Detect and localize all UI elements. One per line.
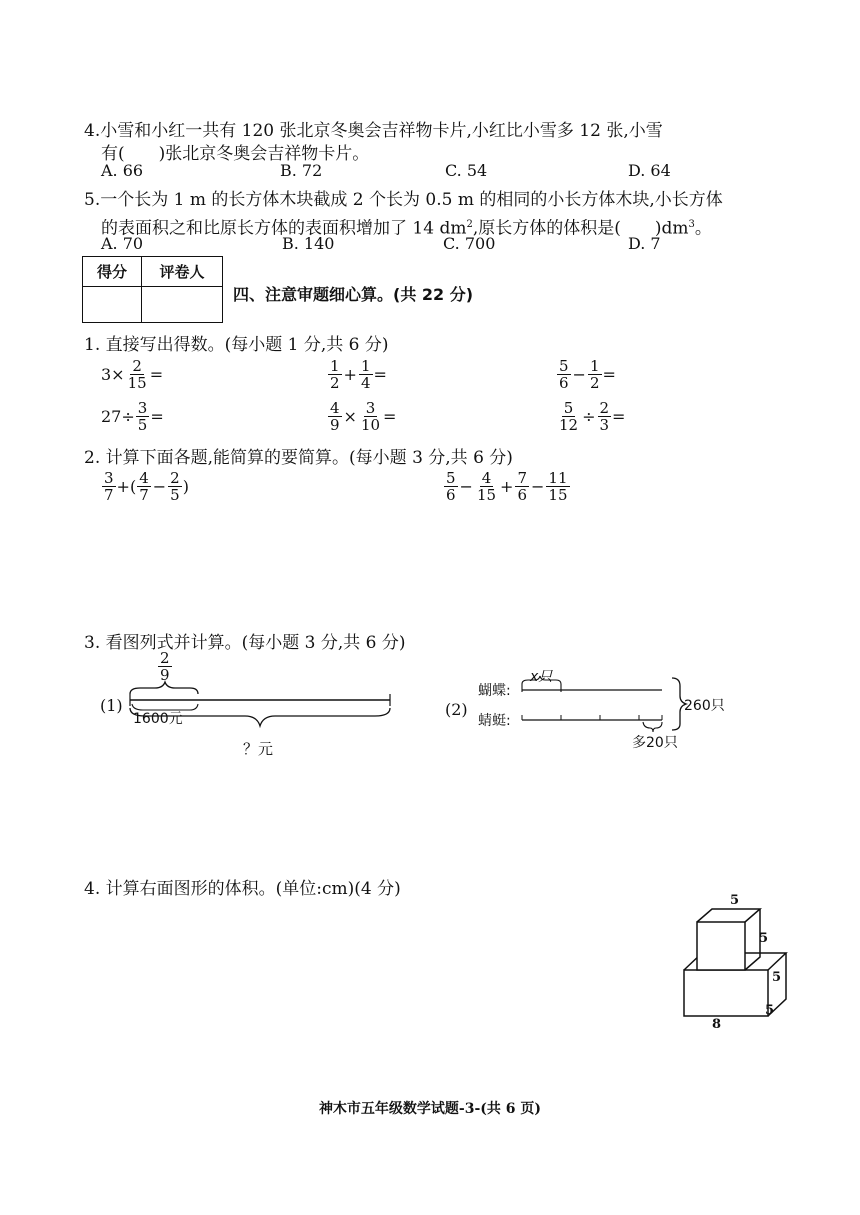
operator: ÷	[582, 407, 596, 426]
fig2-x-label: x只	[530, 669, 553, 685]
equals: =	[383, 407, 397, 426]
denominator: 15	[548, 486, 568, 504]
fraction	[515, 470, 529, 503]
dim-bottom-height: 5	[772, 970, 782, 985]
fig2-butterfly-label: 蝴蝶:	[478, 683, 511, 699]
expr-3	[556, 358, 616, 391]
numerator: 2	[170, 469, 180, 487]
expr-6	[556, 400, 625, 433]
q4-option-a: A. 66	[101, 161, 144, 180]
denominator: 3	[599, 416, 610, 434]
numerator: 4	[330, 399, 340, 417]
q5-line2-part-c: 。	[694, 218, 712, 239]
fig2-more-label: 多20只	[632, 735, 678, 751]
part2-expr-2	[443, 470, 571, 503]
fraction	[359, 400, 382, 433]
fraction	[475, 470, 498, 503]
numerator: 3	[365, 399, 376, 417]
denominator: 7	[104, 486, 114, 504]
dim-top-height: 5	[759, 931, 769, 946]
q5-option-c: C. 700	[443, 234, 496, 253]
fraction	[328, 358, 342, 391]
fraction	[328, 400, 342, 433]
denominator: 2	[330, 374, 340, 392]
fraction	[598, 400, 612, 433]
operator: −	[152, 477, 167, 496]
numerator: 11	[548, 469, 568, 487]
denominator: 10	[360, 416, 381, 434]
expr-2	[327, 358, 387, 391]
denominator: 9	[330, 416, 340, 434]
q5-option-d: D. 7	[628, 234, 661, 253]
q4-option-d: D. 64	[628, 161, 671, 180]
q5-option-b: B. 140	[282, 234, 335, 253]
q4-line2: 有( )张北京冬奥会吉祥物卡片。	[101, 144, 370, 164]
expr-1-prefix: 3×	[101, 365, 125, 384]
equals: =	[373, 365, 387, 384]
score-header: 得分	[83, 257, 142, 287]
expr-4-prefix: 27÷	[101, 407, 135, 426]
equals: =	[149, 365, 164, 384]
numerator: 2	[132, 357, 142, 375]
score-cell[interactable]	[83, 287, 142, 323]
operator: +	[343, 365, 357, 384]
numerator: 2	[160, 649, 170, 667]
operator: ×	[343, 407, 357, 426]
score-table	[82, 256, 223, 323]
q4-option-b: B. 72	[280, 161, 323, 180]
close-paren: )	[182, 477, 189, 496]
operator: −	[531, 477, 545, 496]
fraction	[546, 470, 569, 503]
denominator: 9	[160, 666, 170, 684]
fraction	[136, 400, 150, 433]
numerator: 7	[517, 469, 527, 487]
q5-line1: 5.一个长为 1 m 的长方体木块截成 2 个长为 0.5 m 的相同的小长方体木块,小长方体	[84, 190, 723, 210]
expr-5	[327, 400, 396, 433]
q5-option-a: A. 70	[101, 234, 144, 253]
numerator: 1	[360, 357, 371, 375]
denominator: 5	[170, 486, 180, 504]
fraction	[444, 470, 458, 503]
denominator: 5	[137, 416, 148, 434]
numerator: 1	[589, 357, 600, 375]
part4-title: 4. 计算右面图形的体积。(单位:cm)(4 分)	[84, 879, 401, 899]
numerator: 1	[330, 357, 340, 375]
q5-line2-part-a: 的表面积之和比原长方体的表面积增加了 14 dm	[101, 218, 467, 239]
operator: −	[459, 477, 473, 496]
equals: =	[602, 365, 616, 384]
superscript-2: 2	[466, 219, 473, 230]
denominator: 6	[446, 486, 456, 504]
denominator: 6	[559, 374, 569, 392]
operator: +(	[116, 477, 137, 496]
dim-top-width: 5	[730, 893, 740, 908]
part3-title: 3. 看图列式并计算。(每小题 3 分,共 6 分)	[84, 633, 406, 653]
fraction	[168, 470, 182, 503]
grader-header: 评卷人	[142, 257, 223, 287]
numerator: 5	[559, 357, 569, 375]
expr-1	[101, 358, 163, 391]
fig1-part-label: 1600元	[133, 711, 183, 727]
part2-expr-1	[101, 470, 189, 503]
numerator: 3	[104, 469, 114, 487]
denominator: 4	[360, 374, 371, 392]
cuboid-drawing	[670, 895, 800, 1040]
fig2-label: (2)	[445, 700, 468, 719]
grader-cell[interactable]	[142, 287, 223, 323]
dim-bottom-width: 8	[712, 1017, 722, 1032]
operator: −	[572, 365, 586, 384]
denominator: 15	[127, 374, 147, 392]
fraction	[102, 470, 116, 503]
q5-line2	[101, 214, 712, 240]
superscript-3: 3	[688, 219, 695, 230]
fraction	[126, 358, 149, 391]
q5-line2-part-b: ,原长方体的体积是( )dm	[472, 218, 689, 239]
solid-figure	[670, 895, 800, 1040]
q4-option-c: C. 54	[445, 161, 488, 180]
section-4-title: 四、注意审题细心算。(共 22 分)	[233, 285, 474, 304]
numerator: 5	[446, 469, 456, 487]
fig2-total-label: 260只	[684, 698, 725, 714]
denominator: 6	[517, 486, 527, 504]
denominator: 2	[589, 374, 600, 392]
numerator: 4	[139, 469, 149, 487]
equals: =	[150, 407, 164, 426]
fraction	[557, 358, 571, 391]
fraction	[557, 400, 580, 433]
fig1-total-label: ？元	[243, 740, 274, 758]
q4-line1: 4.小雪和小红一共有 120 张北京冬奥会吉祥物卡片,小红比小雪多 12 张,小雪	[84, 121, 663, 141]
part2-title: 2. 计算下面各题,能简算的要简算。(每小题 3 分,共 6 分)	[84, 448, 513, 468]
fraction	[137, 470, 151, 503]
fraction	[588, 358, 602, 391]
part1-title: 1. 直接写出得数。(每小题 1 分,共 6 分)	[84, 335, 389, 355]
numerator: 2	[599, 399, 610, 417]
line-diagram-1	[95, 650, 395, 760]
fraction	[359, 358, 373, 391]
denominator: 15	[476, 486, 497, 504]
fig2-dragonfly-label: 蜻蜓:	[478, 713, 511, 729]
denominator: 12	[559, 416, 579, 434]
numerator: 4	[481, 469, 492, 487]
numerator: 5	[563, 399, 574, 417]
operator: +	[500, 477, 514, 496]
numerator: 3	[137, 399, 148, 417]
denominator: 7	[139, 486, 149, 504]
page-footer: 神木市五年级数学试题-3-(共 6 页)	[318, 1101, 542, 1117]
dim-bottom-depth: 5	[765, 1003, 775, 1018]
fig1-label: (1)	[100, 696, 123, 715]
equals: =	[612, 407, 626, 426]
line-diagram-2	[440, 660, 740, 760]
expr-4	[101, 400, 164, 433]
